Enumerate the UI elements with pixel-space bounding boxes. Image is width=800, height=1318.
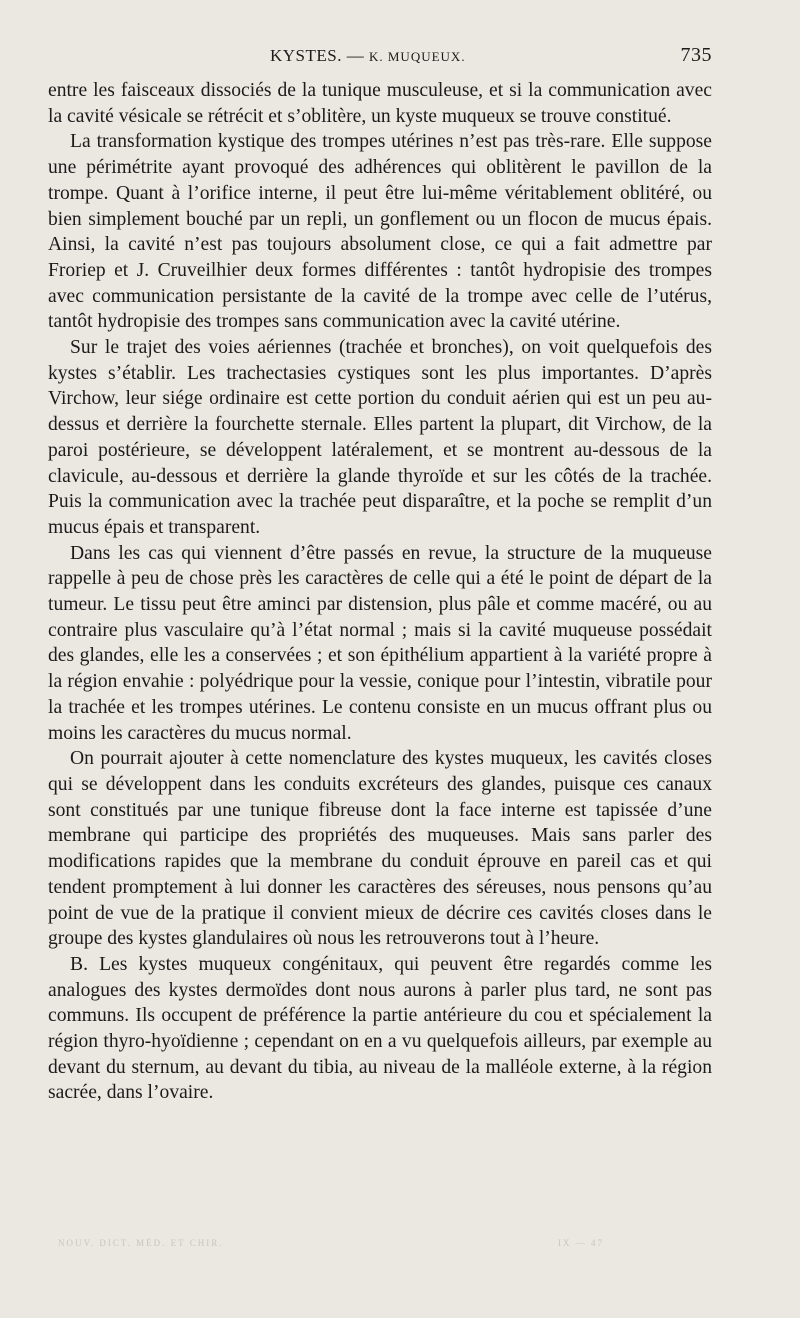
running-title-text: KYSTES. bbox=[270, 46, 342, 65]
signature-left: NOUV. DICT. MÉD. ET CHIR. bbox=[58, 1238, 224, 1248]
running-header bbox=[48, 42, 712, 74]
printer-signature bbox=[58, 1238, 658, 1248]
running-title-section: K. MUQUEUX. bbox=[368, 49, 466, 64]
page-number: 735 bbox=[680, 44, 712, 66]
paragraph-1: entre les faisceaux dissociés de la tunique musculeuse, et si la communication avec la cavité vésicale se rétrécit et s’oblitère, un kyste muqueux se trouve constitué. bbox=[48, 80, 712, 127]
running-title-dash: — bbox=[346, 46, 365, 65]
paragraph-3: Sur le trajet des voies aériennes (trachée et bronches), on voit quelquefois des kystes s’établir. Les trachectasies cystiques sont les plus importantes. D’après Virchow, leur siége ordinaire est cette portion du conduit aérien qui est un peu au-dessus et derrière la fourchette sternale. Elles partent la plupart, dit Virchow, de la paroi postérieure, se développent latéralement, et se montrent au-dessous de la clavicule, au-dessous et derrière la glande thyroïde et sur les côtés de la trachée. Puis la communication avec la trachée peut disparaître, et la poche se remplit d’un mucus épais et transparent. bbox=[48, 337, 712, 538]
running-title bbox=[270, 46, 466, 66]
paragraph-6: B. Les kystes muqueux congénitaux, qui peuvent être regardés comme les analogues des kystes dermoïdes dont nous aurons à parler plus tard, ne sont pas communs. Ils occupent de préférence la partie antérieure du cou et spécialement la région thyro-hyoïdienne ; cependant on en a vu quelquefois ailleurs, par exemple au devant du sternum, au devant du tibia, au niveau de la malléole externe, à la région sacrée, dans l’ovaire. bbox=[48, 953, 712, 1104]
body-text bbox=[48, 78, 712, 1106]
paragraph-2: La transformation kystique des trompes utérines n’est pas très-rare. Elle suppose une périmétrite ayant provoqué des adhérences qui oblitèrent le pavillon de la trompe. Quant à l’orifice interne, il peut être lui-même véritablement oblitéré, ou bien simplement bouché par un repli, un gonflement ou un flocon de mucus épais. Ainsi, la cavité n’est pas toujours absolument close, ce qui a fait admettre par Froriep et J. Cruveilhier deux formes différentes : tantôt hydropisie des trompes avec communication persistante de la cavité de la trompe avec celle de l’utérus, tantôt hydropisie des trompes sans communication avec la cavité utérine. bbox=[48, 131, 712, 333]
signature-right: IX — 47 bbox=[558, 1238, 604, 1248]
paragraph-5: On pourrait ajouter à cette nomenclature des kystes muqueux, les cavités closes qui se développent dans les conduits excréteurs des glandes, puisque ces canaux sont constitués par une tunique fibreuse dont la face interne est tapissée d’une membrane qui participe des propriétés des muqueuses. Mais sans parler des modifications rapides que la membrane du conduit éprouve en pareil cas et qui tendent promptement à lui donner les caractères des séreuses, nous pensons qu’au point de vue de la pratique il convient mieux de décrire ces cavités closes dans le groupe des kystes glandulaires où nous les retrouverons tout à l’heure. bbox=[48, 748, 712, 950]
paragraph-4: Dans les cas qui viennent d’être passés en revue, la structure de la muqueuse rappelle à peu de chose près les caractères de celle qui a été le point de départ de la tumeur. Le tissu peut être aminci par distension, plus pâle et comme macéré, ou au contraire plus vasculaire qu’à l’état normal ; mais si la cavité muqueuse possédait des glandes, elle les a conservées ; et son épithélium appartient à la variété propre à la région envahie : polyédrique pour la vessie, conique pour l’intestin, vibratile pour la trachée et les trompes utérines. Le contenu consiste en un mucus offrant plus ou moins les caractères du mucus normal. bbox=[48, 542, 712, 744]
